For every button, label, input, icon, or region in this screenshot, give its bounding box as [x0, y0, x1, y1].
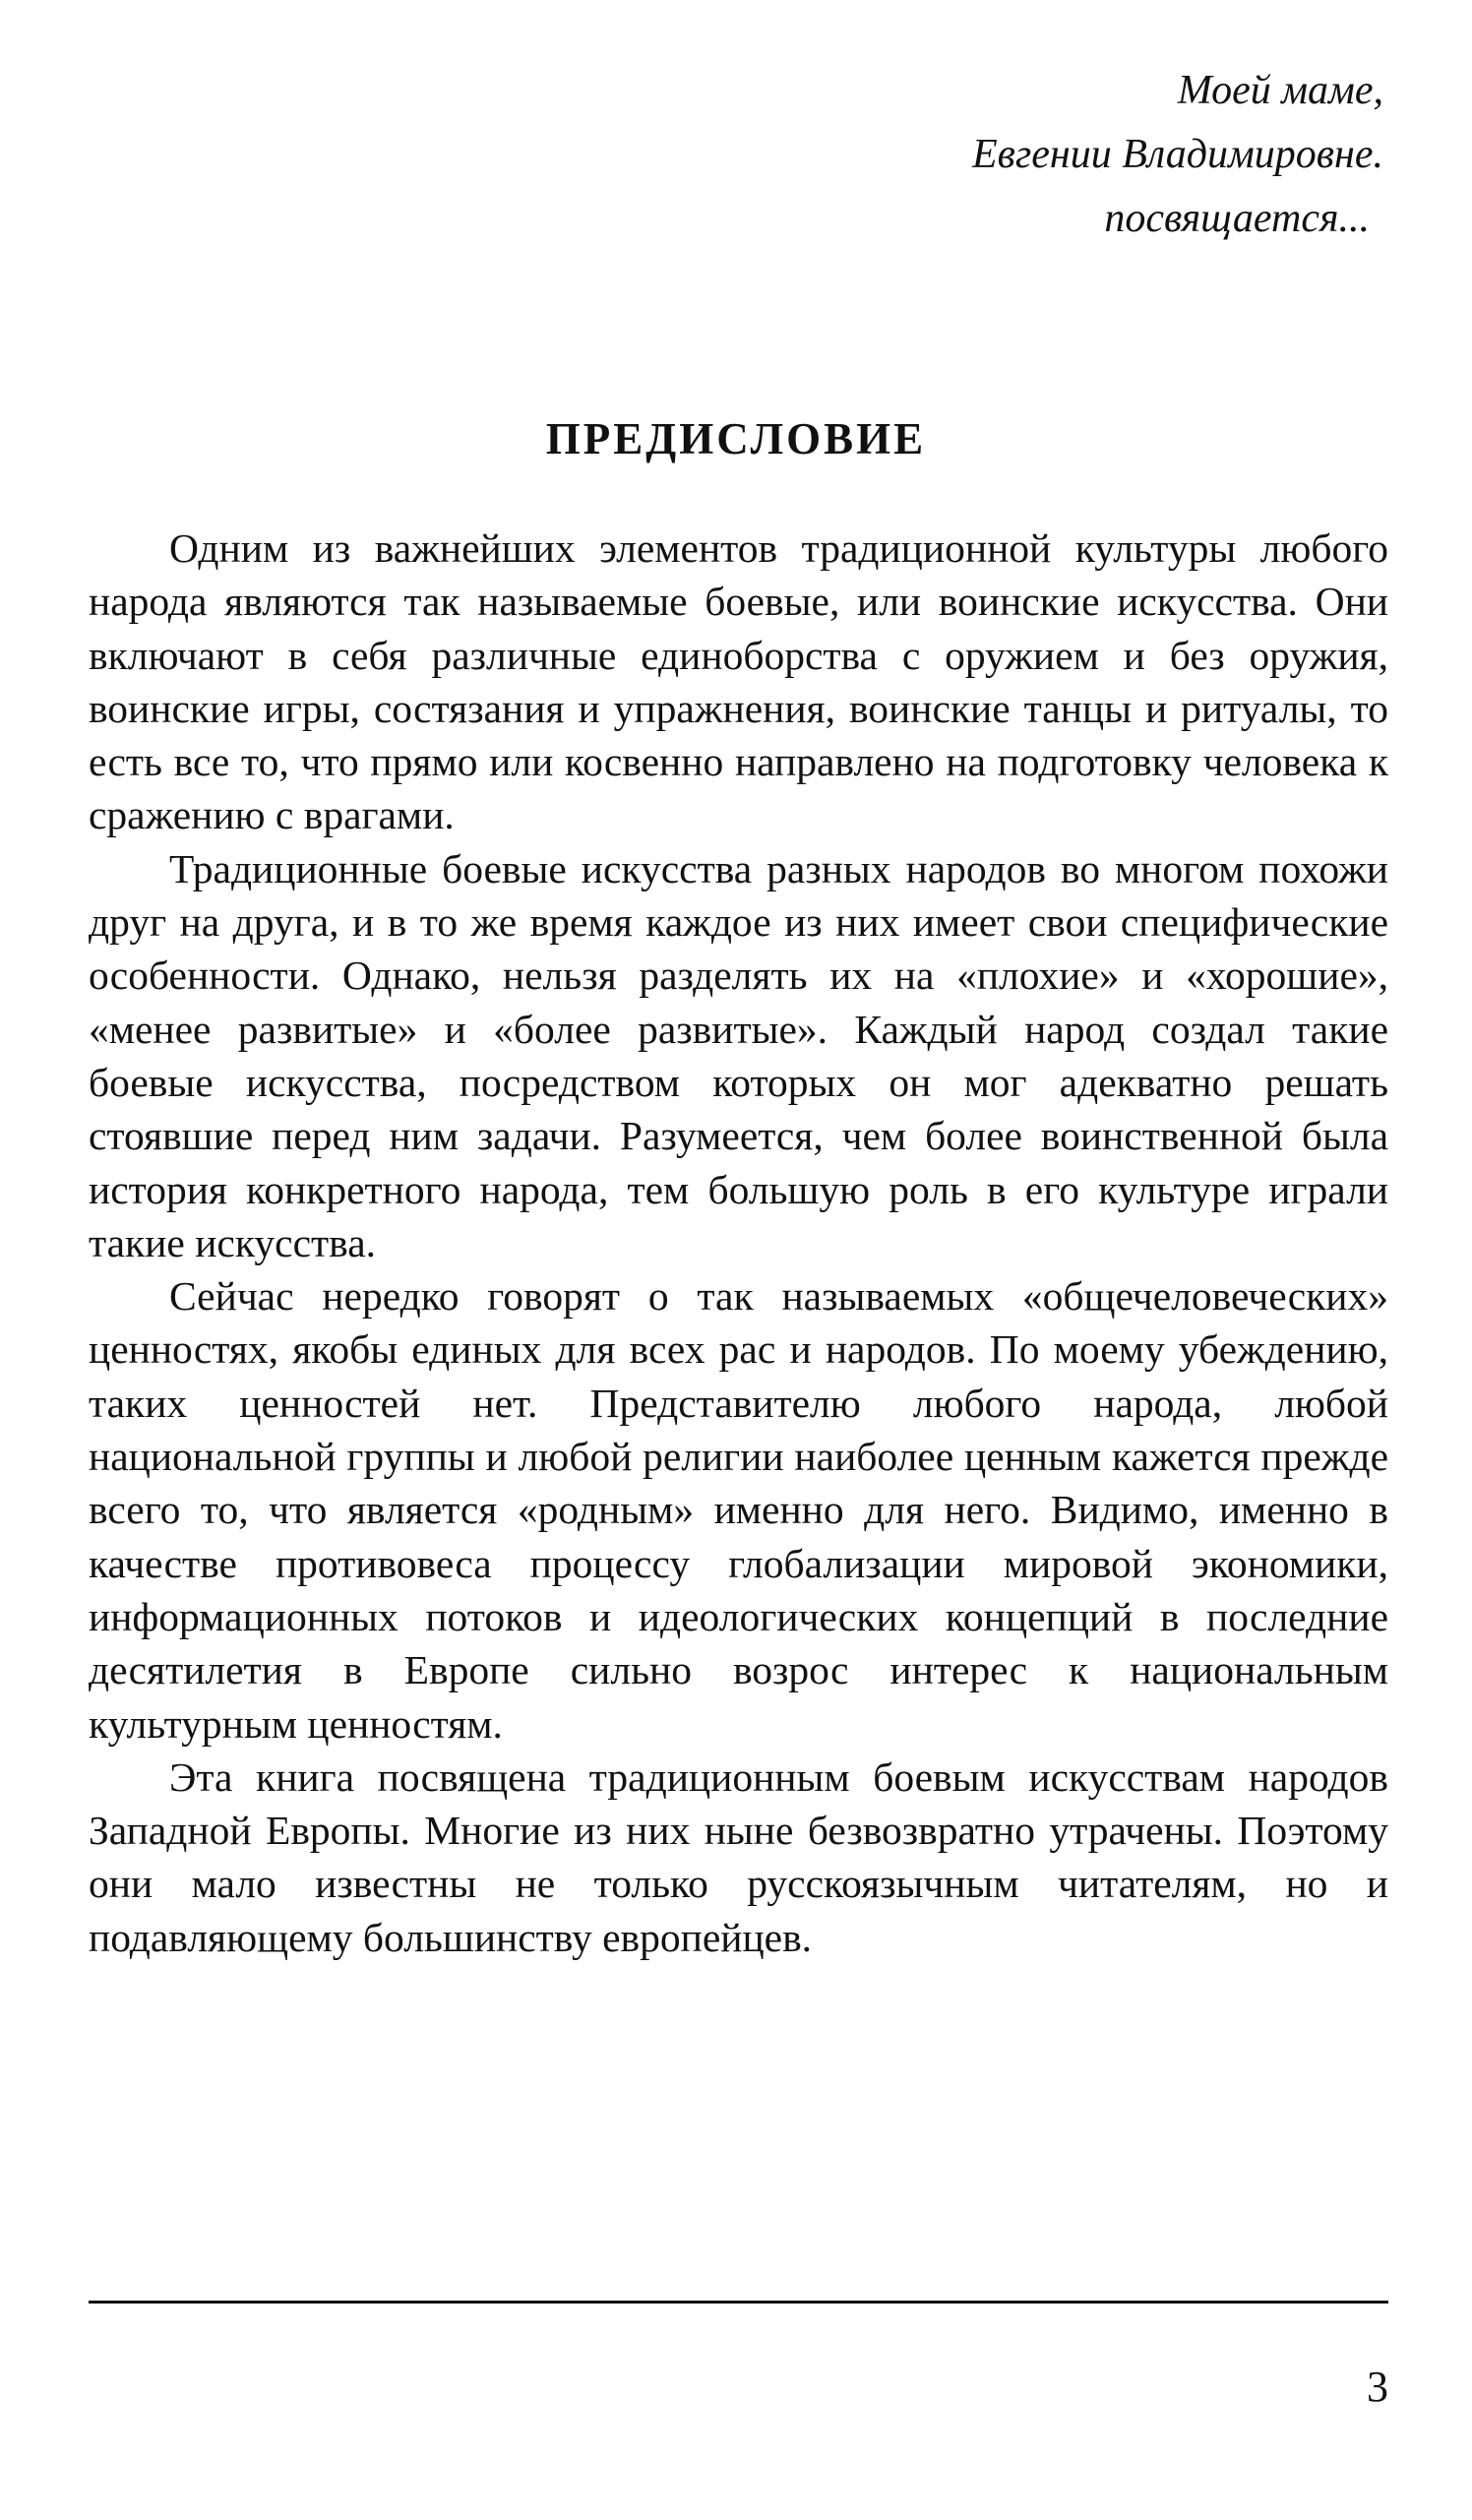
- dedication-line: Моей маме,: [1177, 68, 1383, 113]
- page-number: 3: [1367, 2363, 1388, 2411]
- dedication: [695, 59, 1383, 251]
- chapter-heading: ПРЕДИСЛОВИЕ: [545, 414, 927, 463]
- paragraph: Сейчас нередко говорят о так называемых «общечеловеческих» ценностях, якобы единых для всех рас и народов. По моему убеждению, таких ценностей нет. Представителю любого народа, любой национальной группы и любой религии наиболее ценным кажется прежде всего то, что является «родным» именно для него. Видимо, именно в качестве противовеса процессу глобализации мировой экономики, информационных потоков и идеологических концепций в последние десятилетия в Европе сильно возрос интерес к национальным культурным ценностям.: [89, 1273, 1388, 1747]
- footer-rule: [89, 2301, 1388, 2304]
- dedication-line: Евгении Владимировне.: [972, 132, 1383, 177]
- dedication-line: посвящается...: [1104, 196, 1370, 241]
- body-text: [89, 522, 1388, 1964]
- paragraph: Одним из важнейших элементов традиционной культуры любого народа являются так называемые боевые, или воинские искусства. Они включают в себя различные единоборства с оружием и без оружия, воинские игры, состязания и упражнения, воинские танцы и ритуалы, то есть все то, что прямо или косвенно направлено на подготовку человека к сражению с врагами.: [89, 525, 1388, 838]
- paragraph: Эта книга посвящена традиционным боевым искусствам народов Западной Европы. Многие из них ныне безвозвратно утрачены. Поэтому они мало известны не только русскоязычным читателям, но и подавляющему большинству европейцев.: [89, 1753, 1388, 1960]
- paragraph: Традиционные боевые искусства разных народов во многом похожи друг на друга, и в то же время каждое из них имеет свои специфические особенности. Однако, нельзя разделять их на «плохие» и «хорошие», «менее развитые» и «более развитые». Каждый народ создал такие боевые искусства, посредством которых он мог адекватно решать стоявшие перед ним задачи. Разумеется, чем более воинственной была история конкретного народа, тем большую роль в его культуре играли такие искусства.: [89, 845, 1388, 1265]
